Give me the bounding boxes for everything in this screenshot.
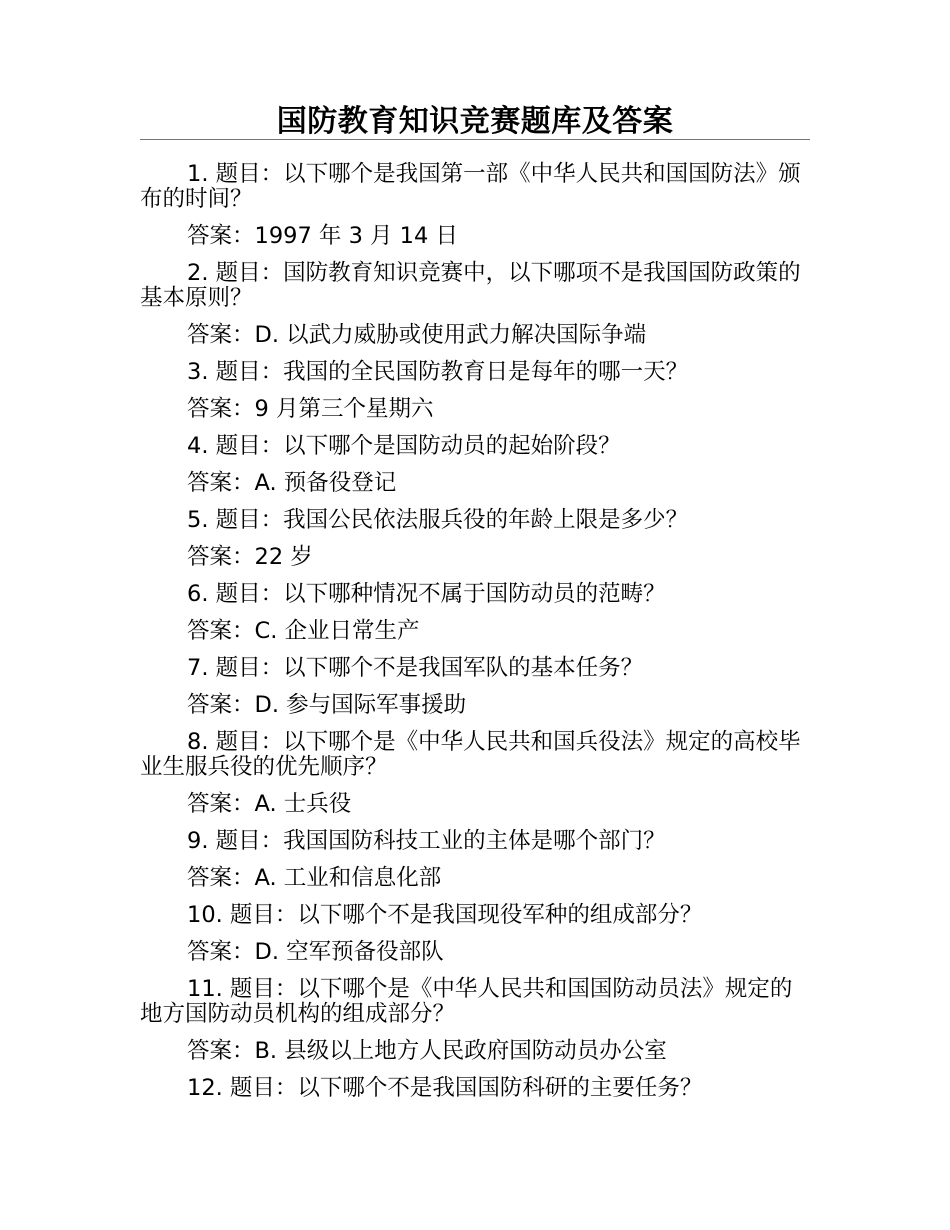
question-6: 6. 题目：以下哪种情况不属于国防动员的范畴？	[187, 581, 666, 607]
question-7: 7. 题目：以下哪个不是我国军队的基本任务？	[187, 655, 644, 681]
question-10: 10. 题目：以下哪个不是我国现役军种的组成部分？	[187, 902, 703, 928]
question-12: 12. 题目：以下哪个不是我国国防科研的主要任务？	[187, 1075, 703, 1101]
answer-10: 答案：D. 空军预备役部队	[187, 939, 444, 965]
answer-1: 答案：1997 年 3 月 14 日	[187, 223, 458, 249]
answer-5: 答案：22 岁	[187, 544, 313, 570]
question-1: 1. 题目：以下哪个是我国第一部《中华人民共和国国防法》颁布的时间？	[140, 161, 801, 212]
question-2: 2. 题目：国防教育知识竞赛中，以下哪项不是我国国防政策的基本原则？	[140, 260, 801, 311]
question-9: 9. 题目：我国国防科技工业的主体是哪个部门？	[187, 828, 666, 854]
answer-4: 答案：A. 预备役登记	[187, 470, 397, 496]
question-3: 3. 题目：我国的全民国防教育日是每年的哪一天？	[187, 359, 689, 385]
answer-7: 答案：D. 参与国际军事援助	[187, 692, 467, 718]
answer-9: 答案：A. 工业和信息化部	[187, 865, 442, 891]
answer-11: 答案：B. 县级以上地方人民政府国防动员办公室	[187, 1038, 667, 1064]
title-underline	[140, 139, 810, 140]
answer-8: 答案：A. 士兵役	[187, 791, 352, 817]
question-4: 4. 题目：以下哪个是国防动员的起始阶段？	[187, 433, 621, 459]
document-title: 国防教育知识竞赛题库及答案	[276, 104, 674, 139]
answer-6: 答案：C. 企业日常生产	[187, 618, 420, 644]
answer-3: 答案：9 月第三个星期六	[187, 396, 434, 422]
qa-list	[140, 160, 812, 1111]
question-11: 11. 题目：以下哪个是《中华人民共和国国防动员法》规定的地方国防动员机构的组成部分？	[140, 976, 793, 1027]
question-5: 5. 题目：我国公民依法服兵役的年龄上限是多少？	[187, 507, 689, 533]
question-8: 8. 题目：以下哪个是《中华人民共和国兵役法》规定的高校毕业生服兵役的优先顺序？	[140, 729, 801, 780]
answer-2: 答案：D. 以武力威胁或使用武力解决国际争端	[187, 322, 647, 348]
